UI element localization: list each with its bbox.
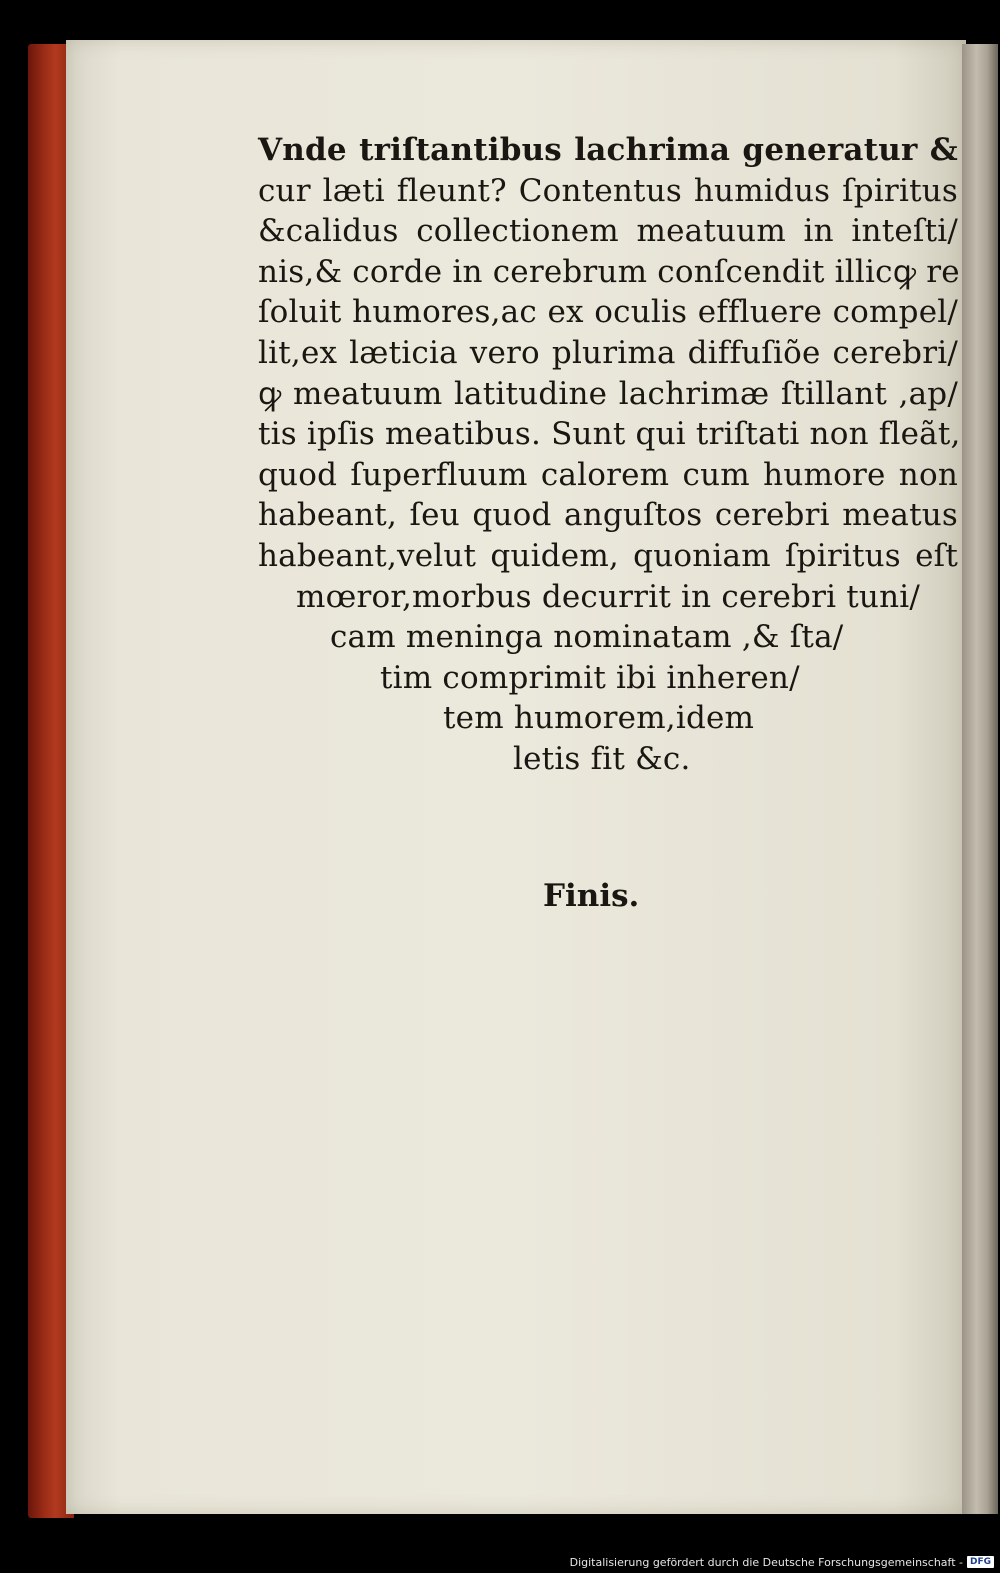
finis-label: Finis. bbox=[543, 878, 640, 914]
text-line-14: tim comprimit ibi inheren/ bbox=[380, 659, 800, 696]
text-line-7: ꝙ meatuum latitudine lachrimæ ſtillant ,ap/ bbox=[258, 375, 958, 412]
text-line-11: habeant,velut quidem, quoniam ſpiritus eſt bbox=[258, 537, 958, 574]
text-line-2: cur læti fleunt? Contentus humidus ſpiritus bbox=[258, 172, 958, 209]
text-line-8: tis ipſis meatibus. Sunt qui triſtati non fleãt, bbox=[258, 416, 961, 453]
text-line-15: tem humorem,idem bbox=[443, 700, 755, 737]
page-stack-edge bbox=[962, 44, 998, 1514]
text-line-10: habeant, ſeu quod anguſtos cerebri meatus bbox=[258, 497, 958, 534]
page-text-block bbox=[258, 130, 961, 780]
digitization-credit bbox=[570, 1554, 994, 1570]
credit-text: Digitalisierung gefördert durch die Deutsche Forschungsgemeinschaft - bbox=[569, 1555, 963, 1569]
text-line-5: ſoluit humores,ac ex oculis effluere compel/ bbox=[258, 294, 958, 331]
text-line-12: mœror,morbus decurrit in cerebri tuni/ bbox=[296, 578, 921, 615]
dfg-logo: DFG bbox=[967, 1556, 994, 1568]
text-line-1: Vnde triſtantibus lachrima generatur & bbox=[258, 132, 958, 168]
text-line-6: lit,ex læticia vero plurima diffuſiõe cerebri/ bbox=[258, 334, 958, 371]
text-line-4: nis,& corde in cerebrum conſcendit illicꝙ re bbox=[258, 253, 960, 290]
text-line-16: letis fit &c. bbox=[513, 740, 691, 777]
text-line-9: quod ſuperfluum calorem cum humore non bbox=[258, 456, 958, 493]
text-line-13: cam meninga nominatam ,& ſta/ bbox=[330, 619, 844, 656]
text-line-3: &calidus collectionem meatuum in inteſti/ bbox=[258, 213, 958, 250]
